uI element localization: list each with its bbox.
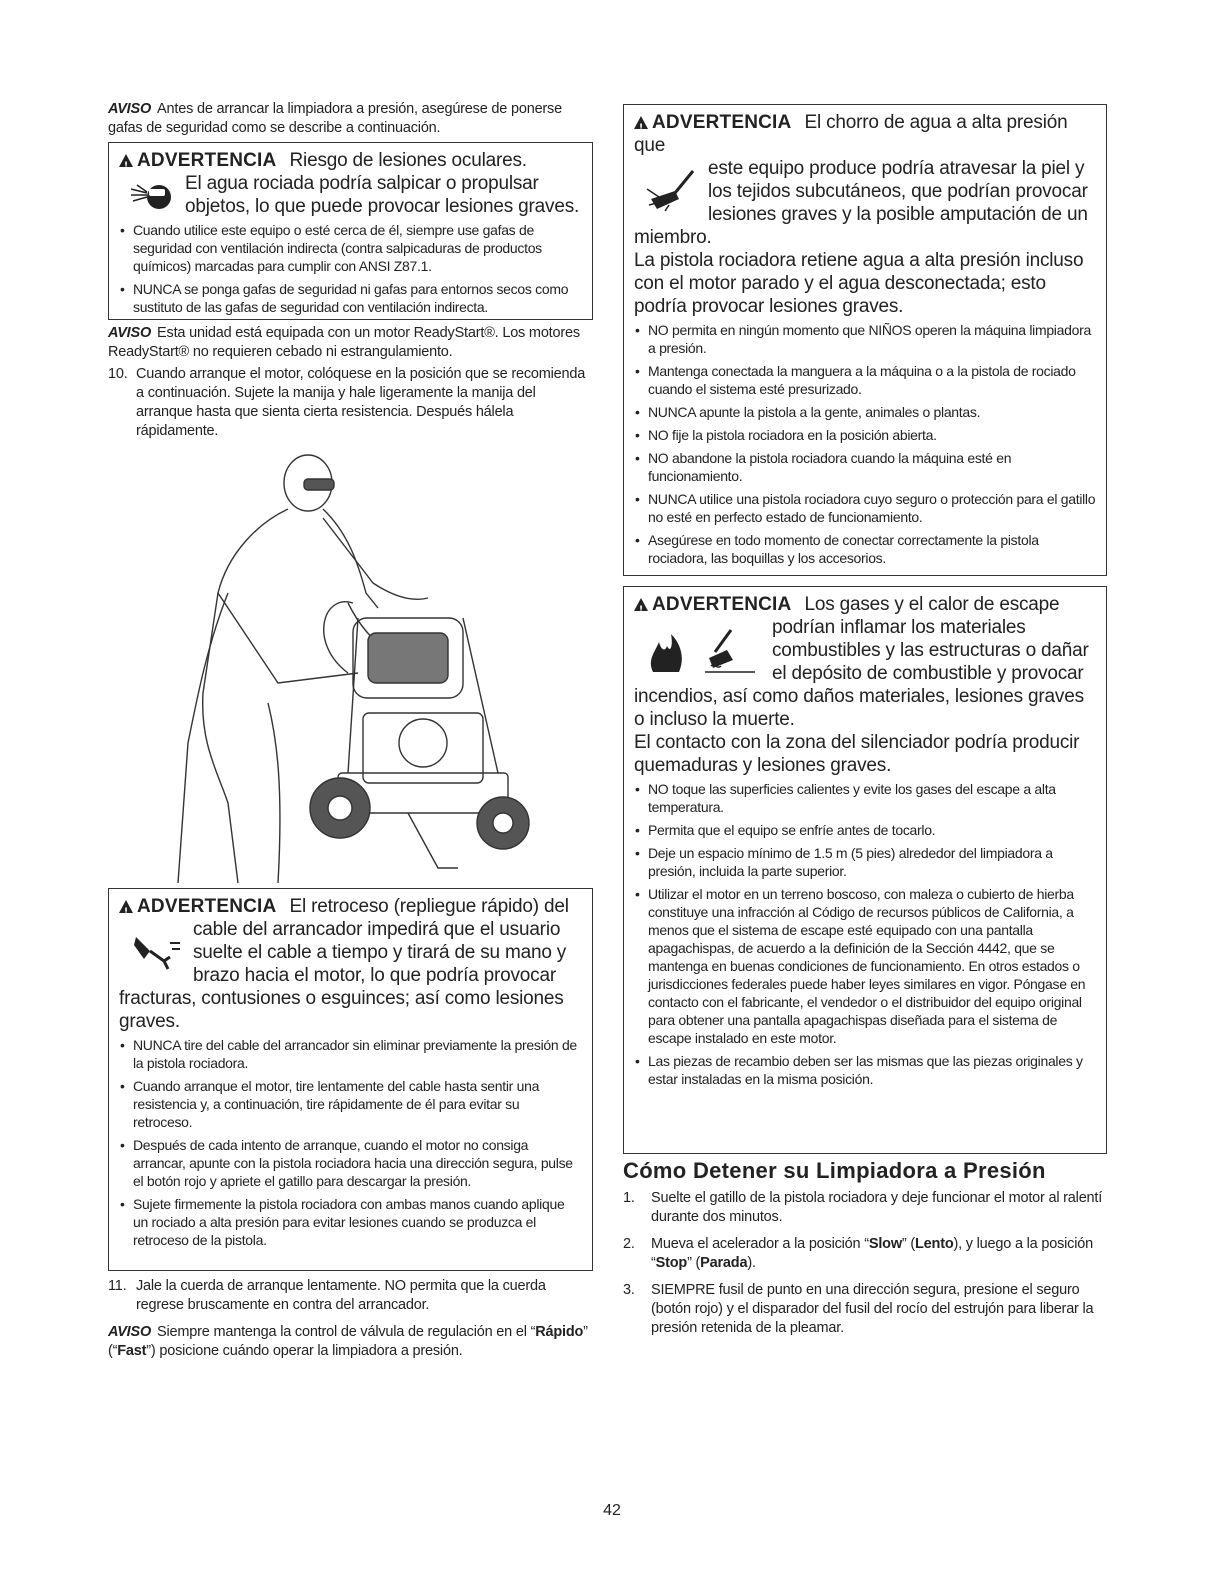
aviso-tag: AVISO (108, 1324, 152, 1340)
skin-injection-hazard-icon (634, 157, 708, 226)
warning-triangle-icon (119, 900, 133, 913)
aviso-readystart (108, 324, 593, 362)
stop-step-2 (623, 1235, 1107, 1273)
warning-line: el depósito de combustible y provocar (772, 663, 1084, 684)
step-number: 3. (623, 1282, 635, 1298)
step-10 (108, 365, 593, 441)
aviso-text: ”) posicione cuándo operar la limpiadora a presión. (146, 1343, 463, 1359)
bullet-item: • Sujete firmemente la pistola rociadora con ambas manos cuando aplique un rociado a alta presión para evitar lesiones cuando se produzca el retroceso de la pistola. (119, 1195, 582, 1249)
warning-label: ADVERTENCIA (652, 112, 792, 133)
left-column (108, 100, 593, 1361)
start-steps (108, 365, 593, 441)
quote: “ (530, 1324, 536, 1340)
page-number: 42 (603, 1502, 621, 1519)
warning-line: combustibles y las estructuras o dañar (772, 640, 1089, 661)
warning-label: ADVERTENCIA (137, 896, 277, 917)
warning-line: brazo hacia el motor, lo que podría provocar (193, 965, 556, 986)
warning-box-eye-injury (108, 142, 593, 320)
step-text: Mueva el acelerador a la posición “ (651, 1236, 869, 1252)
step-text: ” ( (687, 1255, 701, 1271)
step-number: 1. (623, 1190, 635, 1206)
warning-triangle-icon (634, 116, 648, 129)
bold-term: Parada (700, 1255, 748, 1271)
warning-line: El retroceso (repliegue rápido) del (289, 896, 569, 917)
operator-starting-illustration (108, 443, 593, 888)
bullet-item: • NUNCA apunte la pistola a la gente, animales o plantas. (634, 403, 1096, 421)
bullet-item: • NO permita en ningún momento que NIÑOS operen la máquina limpiadora a presión. (634, 321, 1096, 357)
warning-line: este equipo produce podría atravesar la piel y (708, 158, 1085, 179)
warning-label: ADVERTENCIA (137, 150, 277, 171)
bold-term: Fast (117, 1343, 147, 1359)
bullet-item: • NUNCA tire del cable del arrancador sin eliminar previamente la presión de la pistola rociadora. (119, 1036, 582, 1072)
stop-step-1 (623, 1189, 1107, 1227)
right-column (623, 104, 1107, 1338)
warning-box-high-pressure-jet (623, 104, 1107, 576)
step-text: ” ( (901, 1236, 916, 1252)
warning-label: ADVERTENCIA (652, 594, 792, 615)
step-text: SIEMPRE fusil de punto en una dirección segura, presione el seguro (botón rojo) y el disparador del fusil del rocío del estrujón para liberar la presión retenida de la pleamar. (651, 1282, 1094, 1336)
warning-paragraph: La pistola rociadora retiene agua a alta presión incluso con el motor parado y el agua desconectada; esto podría provocar lesiones graves. (634, 250, 1084, 317)
warning-paragraph: El contacto con la zona del silenciador podría producir quemaduras y lesiones graves. (634, 732, 1080, 776)
warning-line: cable del arrancador impedirá que el usuario (193, 919, 561, 940)
aviso-throttle (108, 1323, 593, 1361)
step-number: 10. (108, 366, 128, 382)
starter-recoil-hazard-icon (119, 918, 193, 987)
step-11 (108, 1277, 593, 1315)
warning-bullets (119, 221, 582, 316)
warning-line: objetos, lo que puede provocar lesiones graves. (185, 196, 580, 217)
warning-box-starter-recoil (108, 888, 593, 1271)
aviso-eye-protection (108, 100, 593, 138)
section-heading-stop: Cómo Detener su Limpiadora a Presión (623, 1158, 1046, 1183)
bullet-item: • NO toque las superficies calientes y evite los gases del escape a alta temperatura. (634, 780, 1096, 816)
warning-continuation: incendios, así como daños materiales, lesiones graves o incluso la muerte. (634, 686, 1084, 730)
aviso-text: Antes de arrancar la limpiadora a presión, asegúrese de ponerse gafas de seguridad como se describe a continuación. (108, 101, 562, 136)
step-text: ), y luego a la posición “ (651, 1236, 1093, 1271)
bullet-item: • Cuando arranque el motor, tire lentamente del cable hasta sentir una resistencia y, a continuación, tire rápidamente de él para evitar su retroceso. (119, 1077, 582, 1131)
bullet-item: • Asegúrese en todo momento de conectar correctamente la pistola rociadora, las boquillas y los accesorios. (634, 531, 1096, 567)
warning-bullets (634, 780, 1096, 1088)
stop-step-3 (623, 1281, 1107, 1338)
bullet-item: • NUNCA utilice una pistola rociadora cuyo seguro o protección para el gatillo no esté en perfecto estado de funcionamiento. (634, 490, 1096, 526)
warning-line: los tejidos subcutáneos, que podrían provocar (708, 181, 1088, 202)
bold-term: Rápido (535, 1324, 584, 1340)
warning-line: podrían inflamar los materiales (772, 617, 1026, 638)
warning-bullets (634, 321, 1096, 567)
warning-line: El chorro de agua a alta presión que (634, 112, 1068, 156)
aviso-tag: AVISO (108, 325, 152, 341)
step-text: Suelte el gatillo de la pistola rociadora y deje funcionar el motor al ralentí durante dos minutos. (651, 1190, 1103, 1225)
bullet-item: • Después de cada intento de arranque, cuando el motor no consiga arrancar, apunte con la pistola rociadora hacia una dirección segura, pulse el botón rojo y apriete el gatillo para descargar la presión. (119, 1136, 582, 1190)
warning-continuation: fracturas, contusiones o esguinces; así como lesiones graves. (119, 988, 564, 1032)
fire-and-burn-hazard-icons (634, 616, 772, 685)
bullet-item: • NO abandone la pistola rociadora cuando la máquina esté en funcionamiento. (634, 449, 1096, 485)
step-number: 11. (108, 1278, 127, 1294)
aviso-text: Esta unidad está equipada con un motor ReadyStart®. Los motores ReadyStart® no requieren cebado ni estrangulamiento. (108, 325, 580, 360)
warning-triangle-icon (119, 154, 133, 167)
quote: ” (“ (108, 1324, 588, 1359)
bold-term: Slow (868, 1236, 902, 1252)
bullet-item: • Utilizar el motor en un terreno boscoso, con maleza o cubierto de hierba constituye una infracción al Código de recursos públicos de California, a menos que el sistema de escape esté equipado con una pantalla apagachispas, de acuerdo a la definición de la Sección 4442, que se mantenga en buenas condiciones de funcionamiento. En otros estados o jurisdicciones federales puede haber leyes similares en vigor. Póngase en contacto con el fabricante, el vendedor o el distribuidor del equipo original para obtener una pantalla apagachispas diseñada para el sistema de escape instalado en este motor. (634, 885, 1096, 1047)
bullet-item: • NUNCA se ponga gafas de seguridad ni gafas para entornos secos como sustituto de las gafas de seguridad con ventilación indirecta. (119, 280, 582, 316)
bullet-item: • Mantenga conectada la manguera a la máquina o a la pistola de rociado cuando el sistema esté presurizado. (634, 362, 1096, 398)
bold-term: Stop (655, 1255, 688, 1271)
aviso-tag: AVISO (108, 101, 152, 117)
step-text: Jale la cuerda de arranque lentamente. NO permita que la cuerda regrese bruscamente en contra del arrancador. (136, 1278, 546, 1313)
step-text: Cuando arranque el motor, colóquese en la posición que se recomienda a continuación. Sujete la manija y hale ligeramente la manija del arranque hasta que sienta cierta resistencia. Después hálela rápidamente. (136, 366, 586, 439)
warning-triangle-icon (634, 598, 648, 611)
bullet-item: • NO fije la pistola rociadora en la posición abierta. (634, 426, 1096, 444)
start-steps-continued (108, 1277, 593, 1315)
step-number: 2. (623, 1236, 635, 1252)
bullet-item: • Deje un espacio mínimo de 1.5 m (5 pies) alrededor del limpiadora a presión, incluida la parte superior. (634, 844, 1096, 880)
warning-continuation: miembro. (634, 227, 712, 248)
warning-box-exhaust-heat (623, 586, 1107, 1154)
warning-line: Los gases y el calor de escape (804, 594, 1060, 615)
warning-line: suelte el cable a tiempo y tirará de su mano y (193, 942, 567, 963)
stop-steps (623, 1189, 1107, 1338)
eye-spray-hazard-icon (119, 172, 185, 218)
bullet-item: • Permita que el equipo se enfríe antes de tocarlo. (634, 821, 1096, 839)
bold-term: Lento (915, 1236, 954, 1252)
bullet-item: • Las piezas de recambio deben ser las mismas que las piezas originales y estar instaladas en la misma posición. (634, 1052, 1096, 1088)
warning-bullets (119, 1036, 582, 1249)
bullet-item: • Cuando utilice este equipo o esté cerca de él, siempre use gafas de seguridad con ventilación indirecta (contra salpicaduras de productos químicos) marcadas para cumplir con ANSI Z87.1. (119, 221, 582, 275)
warning-line: El agua rociada podría salpicar o propulsar (185, 173, 539, 194)
aviso-text: Siempre mantenga la control de válvula de regulación en el (157, 1324, 527, 1340)
warning-line: lesiones graves y la posible amputación de un (708, 204, 1088, 225)
step-text: ). (747, 1255, 756, 1271)
warning-line: Riesgo de lesiones oculares. (289, 150, 527, 171)
